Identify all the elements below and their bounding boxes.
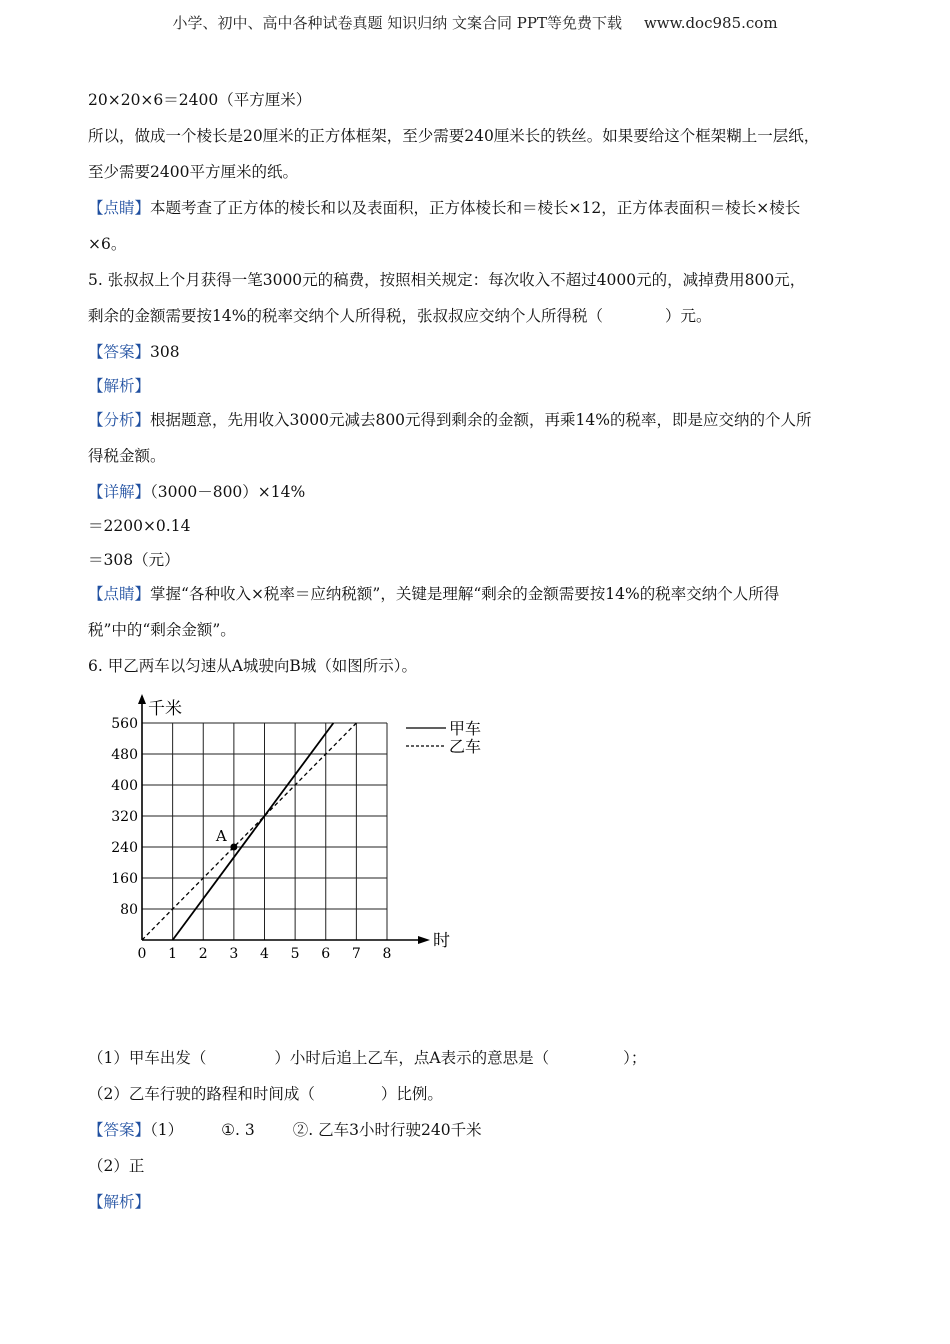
- header-url[interactable]: www.doc985.com: [643, 14, 778, 32]
- calc-step-1: （3000－800）×14%: [150, 483, 306, 501]
- page-header: [0, 12, 950, 33]
- x-tick-label: 8: [382, 946, 392, 962]
- chart-svg: [96, 690, 496, 980]
- legend-label: 乙车: [449, 737, 482, 756]
- calc-step-2: ＝2200×0.14: [88, 517, 191, 535]
- answer-tag: 【答案】: [88, 1121, 151, 1139]
- q6-answer-line: [88, 1118, 878, 1154]
- point-a-label: A: [215, 827, 227, 845]
- y-tick-label: 160: [111, 871, 138, 887]
- x-tick-label: 6: [321, 946, 331, 962]
- y-axis-label: 千米: [148, 699, 182, 719]
- q5-dianjing-line1: [88, 582, 878, 618]
- q6-sub1a: （1）甲车出发（: [88, 1049, 207, 1067]
- y-tick-label: 560: [111, 716, 138, 732]
- jiexi-tag: 【解析】: [88, 1193, 151, 1211]
- legend-label: 甲车: [449, 719, 482, 738]
- calc-step-3: ＝308（元）: [88, 551, 180, 569]
- q5-jiexi-line: [88, 374, 878, 408]
- dianjing-text: 掌握“各种收入×税率＝应纳税额”，关键是理解“剩余的金额需要按14%的税率交纳个人所得: [150, 585, 780, 603]
- q6-sub1c: ）；: [623, 1049, 647, 1067]
- y-axis-arrow: [138, 694, 146, 704]
- q6-title: 6. 甲乙两车以匀速从A城驶向B城（如图所示）。: [88, 657, 418, 675]
- q6-sub2: [88, 1082, 878, 1118]
- q5-dianjing-line2: 税”中的“剩余金额”。: [88, 621, 236, 639]
- q6-answer1-b: ②. 乙车3小时行驶240千米: [292, 1121, 482, 1139]
- q6-sub1: [88, 1046, 878, 1082]
- series-line-jia: [173, 723, 334, 940]
- q5-fenxi-line2: 得税金额。: [88, 447, 166, 465]
- document-body: [88, 88, 878, 1226]
- y-tick-label: 320: [111, 809, 138, 825]
- q5-line1: 5. 张叔叔上个月获得一笔3000元的稿费，按照相关规定：每次收入不超过4000元的，减掉费用800元，: [88, 271, 806, 289]
- x-axis-arrow: [418, 936, 430, 944]
- q6-answer1-label: （1）: [150, 1121, 184, 1139]
- p4-line1: 20×20×6＝2400（平方厘米）: [88, 91, 312, 109]
- fenxi-text: 根据题意，先用收入3000元减去800元得到剩余的金额，再乘14%的税率，即是应交纳的个人所: [150, 411, 812, 429]
- q5-answer-line: [88, 340, 878, 374]
- p4-line3: 至少需要2400平方厘米的纸。: [88, 163, 298, 181]
- p4-line2: 所以，做成一个棱长是20厘米的正方体框架，至少需要240厘米长的铁丝。如果要给这个框架糊上一层纸，: [88, 127, 820, 145]
- x-axis-label: 时: [433, 931, 450, 951]
- q5-xiangjie-line: [88, 480, 878, 514]
- distance-time-chart: [96, 690, 496, 980]
- x-tick-label: 4: [260, 946, 269, 962]
- q5-line2: [88, 304, 878, 340]
- xiangjie-tag: 【详解】: [88, 483, 151, 501]
- y-tick-label: 80: [120, 902, 138, 918]
- header-text: 小学、初中、高中各种试卷真题 知识归纳 文案合同 PPT等免费下载: [172, 14, 622, 32]
- q5-answer: 308: [150, 343, 180, 361]
- q6-answer1-a: ①. 3: [221, 1121, 255, 1139]
- x-tick-label: 3: [229, 946, 239, 962]
- q6-jiexi-line: [88, 1190, 878, 1226]
- q6-sub1b: ）小时后追上乙车，点A表示的意思是（: [274, 1049, 550, 1067]
- p4-dianjing-line2: ×6。: [88, 235, 127, 253]
- q6-sub2b: ）比例。: [380, 1085, 443, 1103]
- x-tick-label: 1: [168, 946, 178, 962]
- q5-fenxi-line1: [88, 408, 878, 444]
- jiexi-tag: 【解析】: [88, 377, 151, 395]
- dianjing-text: 本题考查了正方体的棱长和以及表面积，正方体棱长和＝棱长×12，正方体表面积＝棱长×棱长: [150, 199, 801, 217]
- q6-answer2: （2）正: [88, 1157, 145, 1175]
- p4-dianjing-line1: [88, 196, 878, 232]
- fenxi-tag: 【分析】: [88, 411, 151, 429]
- y-tick-label: 400: [111, 778, 138, 794]
- point-a-marker: [230, 844, 237, 851]
- q6-sub2a: （2）乙车行驶的路程和时间成（: [88, 1085, 315, 1103]
- x-tick-label: 5: [290, 946, 300, 962]
- q5-line2a: 剩余的金额需要按14%的税率交纳个人所得税，张叔叔应交纳个人所得税（: [88, 307, 603, 325]
- answer-tag: 【答案】: [88, 343, 151, 361]
- q5-line2b: ）元。: [664, 307, 712, 325]
- x-tick-label: 0: [137, 946, 147, 962]
- series-line-yi: [142, 723, 356, 940]
- dianjing-tag: 【点睛】: [88, 199, 151, 217]
- y-tick-label: 480: [111, 747, 138, 763]
- y-tick-label: 240: [111, 840, 138, 856]
- x-tick-label: 2: [198, 946, 208, 962]
- x-tick-label: 7: [351, 946, 361, 962]
- dianjing-tag: 【点睛】: [88, 585, 151, 603]
